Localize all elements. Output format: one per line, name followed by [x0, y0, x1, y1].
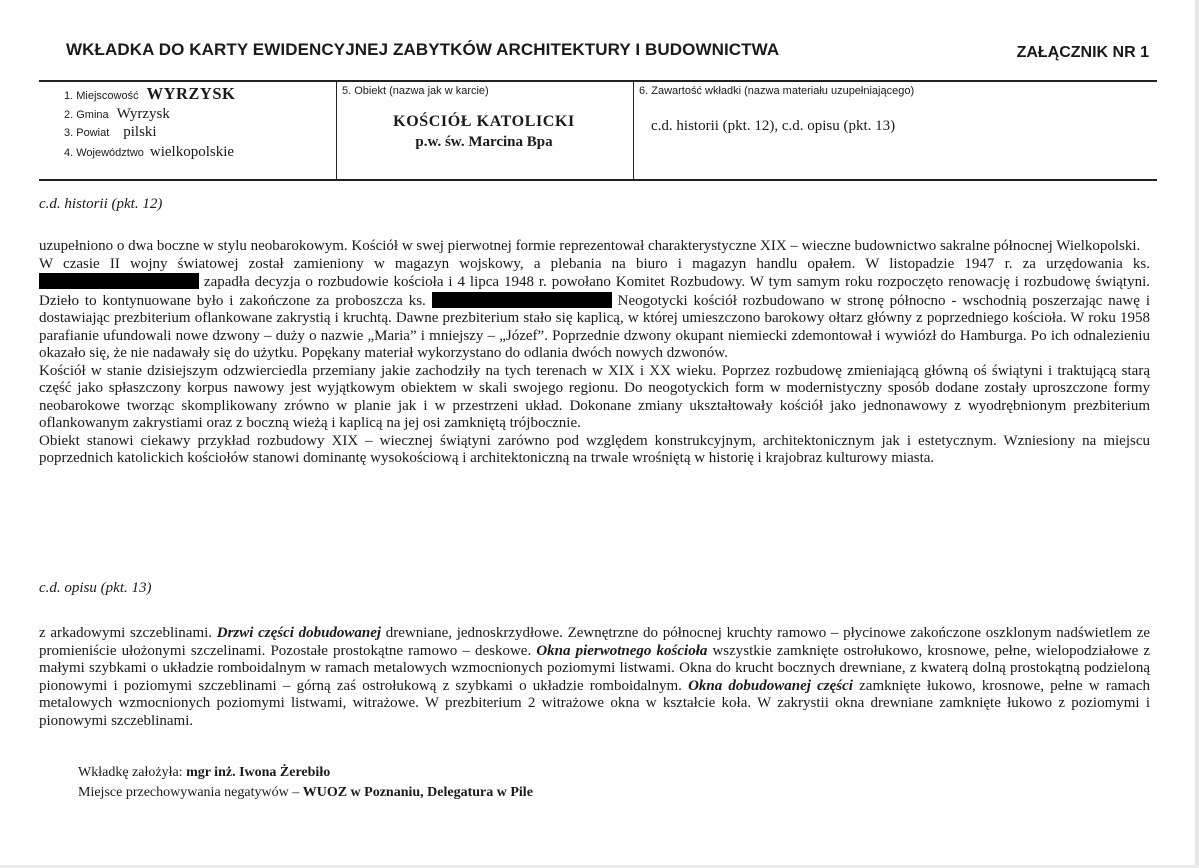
county-value: pilski — [123, 124, 157, 140]
object-name: KOŚCIÓŁ KATOLICKI — [393, 113, 575, 130]
history-heading: c.d. historii (pkt. 12) — [39, 196, 163, 212]
history-text-part: zapadła decyzja o rozbudowie kościoła i 4 lipca 1948 r. powołano Komitet Rozbudowy. W tym samym roku rozpoczęto renowację i rozbudowę świątyni. Dzieło to kontynuowane było i zakończone za proboszcza ks. — [39, 274, 1150, 309]
history-paragraph: Obiekt stanowi ciekawy przykład rozbudowy XIX – wiecznej świątyni zarówno pod względem konstrukcyjnym, architektonicznym jak i estetycznym. Wzniesiony na miejscu poprzednich katolickich kościołów stanowi dominantę wysokościową i architektoniczną na trwale wrośniętą w historię i krajobraz kulturowy miasta. — [39, 432, 1150, 466]
author-label: Wkładkę założyła: — [78, 765, 183, 780]
description-text-part: z arkadowymi szczeblinami. — [39, 625, 213, 641]
history-text-part: W czasie II wojny światowej został zamieniony w magazyn wojskowy, a plebania na biuro i magazyn handlu opałem. W listopadzie 1947 r. za urzędowania ks. — [39, 255, 1150, 272]
locality-value: WYRZYSK — [146, 84, 236, 103]
contents-label: 6. Zawartość wkładki (nazwa materiału uzupełniającego) — [639, 85, 915, 97]
description-heading: c.d. opisu (pkt. 13) — [39, 580, 152, 596]
commune-value: Wyrzysk — [116, 106, 170, 122]
storage-value: WUOZ w Poznaniu, Delegatura w Pile — [302, 785, 533, 800]
page-edge — [1195, 0, 1199, 868]
history-paragraph: Kościół w stanie dzisiejszym odzwierciedla przemiany jakie zachodziły na tych terenach w XIX i XX wieku. Poprzez rozbudowę zmieniającą główną oś świątyni i traktującą starą część jako spłaszczony korpus nawowy jest wyjątkowym obiektem w skali swojego regionu. Do neogotyckich form w modernistyczny sposób dodane zostały uproszczone formy neobarokowe tworząc skomplikowany zrówno w planie jak i w przestrzeni układ. Dokonane zmiany ukształtowały kościół jako jednonawowy z wyodrębnionym prezbiterium oflankowanym zakrystiami oraz z boczną wieżą i kaplicą na jej osi zamkniętą trójbocznie. — [39, 362, 1150, 431]
province-label: 4. Województwo — [64, 147, 144, 159]
redacted-block — [432, 292, 612, 308]
emphasis-doors: Drzwi części dobudowanej — [216, 625, 382, 641]
annex-label: ZAŁĄCZNIK NR 1 — [1016, 44, 1149, 61]
header-table — [39, 80, 1157, 181]
locality-row — [64, 84, 235, 104]
emphasis-new-windows: Okna dobudowanej części — [688, 677, 853, 694]
description-text-part: wszystkie zamknięte ostrołukowo, krosnowe, pełne, wielopodziałowe z małymi szybkami o układzie romboidalnym w ramach metalowych wzmocnionych poziomymi listwami. Okna do krucht bocznych drewniane, z kwaterą dolną prostokątną podzieloną pionowymi i poziomymi szczeblinami – górną zaś ostrołukową z szybkami o układzie romboidalnym. — [39, 642, 1151, 694]
description-text — [39, 625, 1150, 730]
document-title: WKŁADKA DO KARTY EWIDENCYJNEJ ZABYTKÓW ARCHITEKTURY I BUDOWNICTWA — [66, 40, 780, 59]
history-text — [39, 238, 1150, 468]
object-label: 5. Obiekt (nazwa jak w karcie) — [342, 85, 489, 97]
description-text-part: drewniane, jednoskrzydłowe. Zewnętrzne do północnej kruchty ramowo – płycinowe zakończone oszklonym nadświetlem ze promieniście ułożonymi szczelinami. Pozostałe prostokątne ramowo – deskowe. — [39, 625, 1151, 659]
county-label: 3. Powiat — [64, 127, 110, 139]
history-paragraph: uzupełniono o dwa boczne w stylu neobarokowym. Kościół w swej pierwotnej formie reprezentował charakterystyczne XIX – wieczne budownictwo sakralne północnej Wielkopolski. — [39, 238, 1141, 254]
province-row — [64, 143, 234, 161]
locality-label: 1. Miejscowość — [64, 90, 139, 102]
commune-label: 2. Gmina — [64, 109, 109, 121]
redacted-block — [39, 273, 199, 289]
history-text-part: Neogotycki kościół rozbudowano w stronę północno - wschodnią poszerzając nawę i dostawiając prezbiterium oflankowane zakrystią i kruchtą. Dawne prezbiterium stało się kaplicą, w której umieszczono barokowy ołtarz główny z poprzedniego kościoła. W roku 1958 parafianie ufundowali nowe dzwony – duży o nazwie „Maria” i mniejszy – „Józef”. Poprzednie dzwony okupant niemiecki zdemontował i wywiózł do Hamburga. Po ich odnalezieniu okazało się, że nie nadawały się do użytku. Popękany materiał wykorzystano do odlania dwóch nowych dzwonów. — [39, 292, 1150, 361]
commune-row — [64, 105, 170, 123]
storage-label: Miejsce przechowywania negatywów – — [78, 785, 300, 800]
description-text-part: zamknięte łukowo, krosnowe, pełne w ramach metalowych wzmocnionych poziomymi listwami, witrażowe. W prezbiterium 2 witrażowe okna w kształcie koła. W zakrystii okna drewniane zamknięte łukowo z poziomymi i pionowymi szczeblinami. — [39, 677, 1150, 729]
description-paragraph — [39, 625, 1150, 730]
author-name: mgr inż. Iwona Żerebiło — [186, 765, 331, 780]
emphasis-original-windows: Okna pierwotnego kościoła — [536, 642, 708, 659]
object-dedication: p.w. św. Marcina Bpa — [415, 134, 553, 150]
author-line — [78, 765, 330, 781]
column-divider — [633, 82, 634, 179]
column-divider — [336, 82, 337, 179]
storage-line — [78, 785, 533, 801]
county-row — [64, 123, 157, 141]
history-paragraph — [39, 256, 1150, 363]
contents-value: c.d. historii (pkt. 12), c.d. opisu (pkt. 13) — [651, 118, 896, 134]
province-value: wielkopolskie — [149, 144, 235, 160]
